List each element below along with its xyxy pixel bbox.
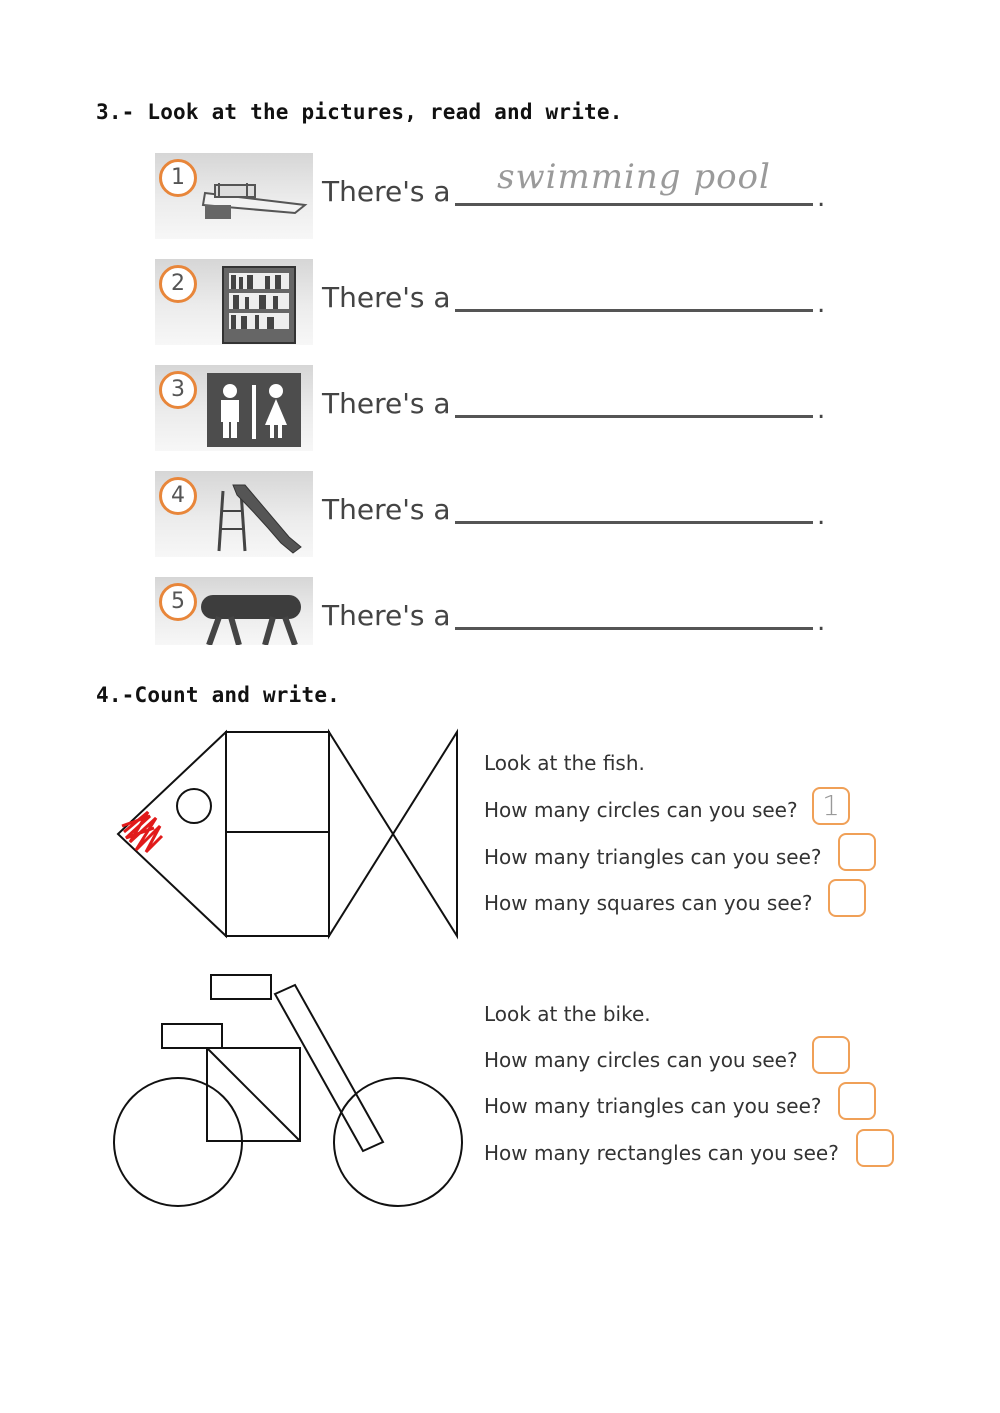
bike-handlebar-rectangle	[211, 975, 271, 999]
period: .	[817, 607, 826, 637]
bike-front-wheel-circle	[334, 1078, 462, 1206]
fish-question-triangles: How many triangles can you see?	[484, 845, 822, 869]
fish-triangles-answer-box[interactable]	[838, 833, 876, 871]
bike-intro: Look at the bike.	[484, 1002, 651, 1026]
fish-question-circles: How many circles can you see?	[484, 798, 798, 822]
number-badge: 5	[159, 583, 197, 621]
red-scribble	[122, 812, 162, 852]
sentence-start: There's a	[322, 493, 451, 526]
fish-drawing	[118, 732, 457, 936]
period: .	[817, 183, 826, 213]
period: .	[817, 395, 826, 425]
number-badge: 3	[159, 371, 197, 409]
bike-triangles-answer-box[interactable]	[838, 1082, 876, 1120]
bike-question-triangles: How many triangles can you see?	[484, 1094, 822, 1118]
exercise-4-title: 4.-Count and write.	[96, 683, 341, 707]
bike-fork-rectangle	[275, 985, 383, 1151]
period: .	[817, 289, 826, 319]
bike-question-rectangles: How many rectangles can you see?	[484, 1141, 839, 1165]
bike-drawing	[114, 975, 462, 1206]
fish-question-squares: How many squares can you see?	[484, 891, 813, 915]
fish-intro: Look at the fish.	[484, 751, 645, 775]
sentence-start: There's a	[322, 387, 451, 420]
bike-rectangles-answer-box[interactable]	[856, 1129, 894, 1167]
bike-circles-answer-box[interactable]	[812, 1036, 850, 1074]
sentence-start: There's a	[322, 175, 451, 208]
answer-text[interactable]: swimming pool	[497, 157, 771, 197]
fish-eye-circle	[177, 789, 211, 823]
bike-seat-rectangle	[162, 1024, 222, 1048]
fish-tail-bowtie	[329, 732, 457, 936]
sentence-start: There's a	[322, 599, 451, 632]
fish-square-top	[226, 732, 329, 832]
fish-square-bottom	[226, 832, 329, 936]
bike-question-circles: How many circles can you see?	[484, 1048, 798, 1072]
exercise-3-title: 3.- Look at the pictures, read and write.	[96, 100, 623, 124]
period: .	[817, 501, 826, 531]
number-badge: 4	[159, 477, 197, 515]
fish-circles-answer-box[interactable]: 1	[812, 787, 850, 825]
sentence-start: There's a	[322, 281, 451, 314]
number-badge: 2	[159, 265, 197, 303]
number-badge: 1	[159, 159, 197, 197]
fish-squares-answer-box[interactable]	[828, 879, 866, 917]
